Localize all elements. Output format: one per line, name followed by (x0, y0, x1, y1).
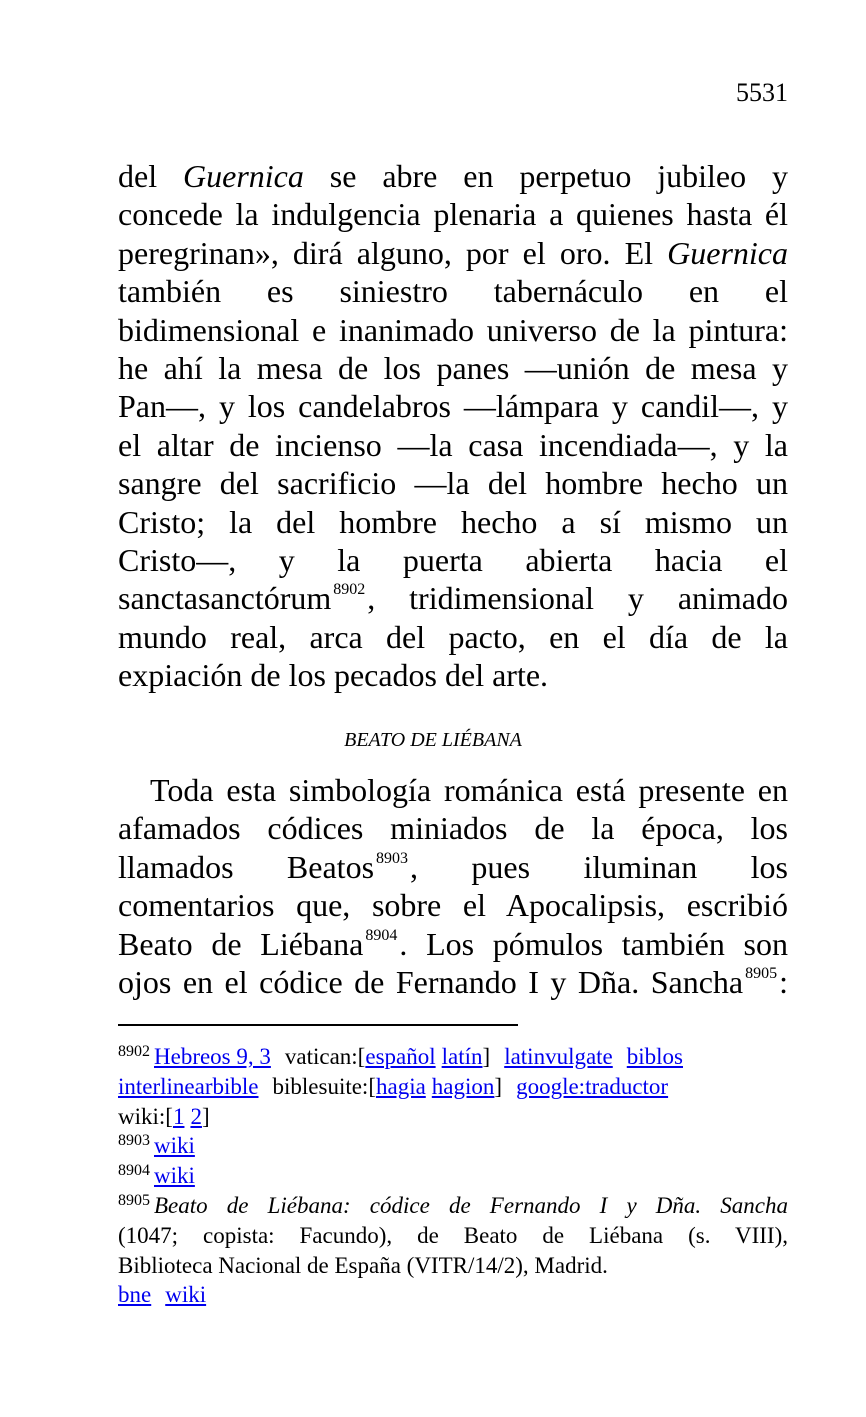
link-wiki-1[interactable]: 1 (172, 1103, 185, 1129)
text-line: he ahí la mesa de los panes ―unión de mesa y (118, 349, 788, 386)
text-line: expiación de los pecados del arte. (118, 657, 549, 694)
footnote-8905-cont: Biblioteca Nacional de España (VITR/14/2), Madrid. (118, 1252, 608, 1278)
footnote-8905-links (118, 1280, 788, 1310)
footnote-number: 8902 (118, 1043, 150, 1060)
link-google-traductor[interactable]: google:traductor (516, 1073, 669, 1099)
link-wiki[interactable]: wiki (154, 1133, 195, 1159)
link-wiki[interactable]: wiki (154, 1163, 195, 1189)
link-hebreos[interactable]: Hebreos 9, 3 (154, 1044, 271, 1069)
footnote-ref-8904[interactable]: 8904 (365, 926, 398, 944)
footnote-8905 (118, 1191, 788, 1221)
footnote-8902-wiki: wiki:[1 2] (118, 1103, 210, 1129)
text-line: afamados códices miniados de la época, los (118, 810, 788, 847)
section-heading: BEATO DE LIÉBANA (344, 729, 522, 751)
footnote-ref-8905[interactable]: 8905 (745, 964, 778, 982)
footnote-separator (118, 1024, 518, 1026)
text-line: Cristo―, y la puerta abierta hacia el (118, 541, 788, 578)
link-latinvulgate[interactable]: latinvulgate (504, 1044, 613, 1069)
footnote-ref-8902[interactable]: 8902 (333, 581, 366, 599)
footnotes (118, 1042, 788, 1310)
text-line: Cristo; la del hombre hecho a sí mismo un (118, 503, 788, 540)
text-line: del Guernica se abre en perpetuo jubileo y (118, 158, 788, 194)
text-line: Toda esta simbología románica está presente en (150, 772, 788, 808)
text-line: también es siniestro tabernáculo en el (118, 273, 788, 310)
text-line: llamados Beatos $^{8903}$, pues iluminan los (118, 848, 788, 885)
link-hagion[interactable]: hagion (431, 1073, 495, 1099)
link-interlinearbible[interactable]: interlinearbible (118, 1073, 259, 1099)
footnote-ref-8903[interactable]: 8903 (376, 849, 409, 867)
vatican-label: vatican:[ (284, 1044, 366, 1069)
text-line: peregrinan», dirá alguno, por el oro. El Guernica (118, 234, 788, 271)
wiki-label: wiki:[ (118, 1103, 173, 1129)
footnote-8905-cont: (1047; copista: Facundo), de Beato de Liébana (s. VIII), (118, 1222, 788, 1248)
link-bne[interactable]: bne (118, 1282, 152, 1308)
text-line: sanctasanctórum $^{8902}$, tridimensional y animado (118, 580, 788, 617)
link-wiki-2[interactable]: 2 (190, 1103, 202, 1129)
text-line: ojos en el códice de Fernando I y Dña. Sancha $^{8905}$: (118, 963, 788, 1000)
text-line: comentarios que, sobre el Apocalipsis, escribió (118, 887, 788, 924)
text-line: Pan―, y los candelabros ―lámpara y candil―, y (118, 388, 788, 425)
text-line: sangre del sacrificio ―la del hombre hecho un (118, 465, 788, 502)
text-line: bidimensional e inanimado universo de la pintura: (118, 311, 788, 348)
footnote-number: 8903 (118, 1132, 150, 1150)
link-hagia[interactable]: hagia (375, 1073, 426, 1099)
paragraph-beato (118, 771, 788, 1001)
footnote-8902-cont: interlinearbible biblesuite:[hagia hagion] google:traductor (118, 1073, 669, 1099)
footnote-8903 (118, 1131, 788, 1161)
footnote-number: 8905 (118, 1191, 150, 1209)
footnote-8902: $^{8902}$ Hebreos 9, 3 vatican:[español latín] latinvulgate biblos (118, 1043, 683, 1069)
text-line: mundo real, arca del pacto, en el día de la (118, 618, 788, 655)
footnote-number: 8904 (118, 1162, 150, 1180)
link-wiki[interactable]: wiki (165, 1282, 207, 1308)
biblesuite-label: biblesuite:[ (272, 1073, 376, 1099)
text-line: concede la indulgencia plenaria a quienes hasta él (118, 196, 788, 233)
paragraph-guernica (118, 157, 788, 694)
footnote-8904 (118, 1161, 788, 1191)
link-latin[interactable]: latín (441, 1044, 483, 1069)
link-biblos[interactable]: biblos (626, 1044, 683, 1069)
text-line: el altar de incienso ―la casa incendiada―, y la (118, 426, 788, 463)
text-line: Beato de Liébana $^{8904}$. Los pómulos también son (118, 925, 788, 962)
link-espanol[interactable]: español (365, 1044, 436, 1069)
artwork-title: Beato de Liébana: códice de Fernando I y Dña. Sancha (154, 1192, 788, 1218)
page-number: 5531 (736, 78, 788, 107)
